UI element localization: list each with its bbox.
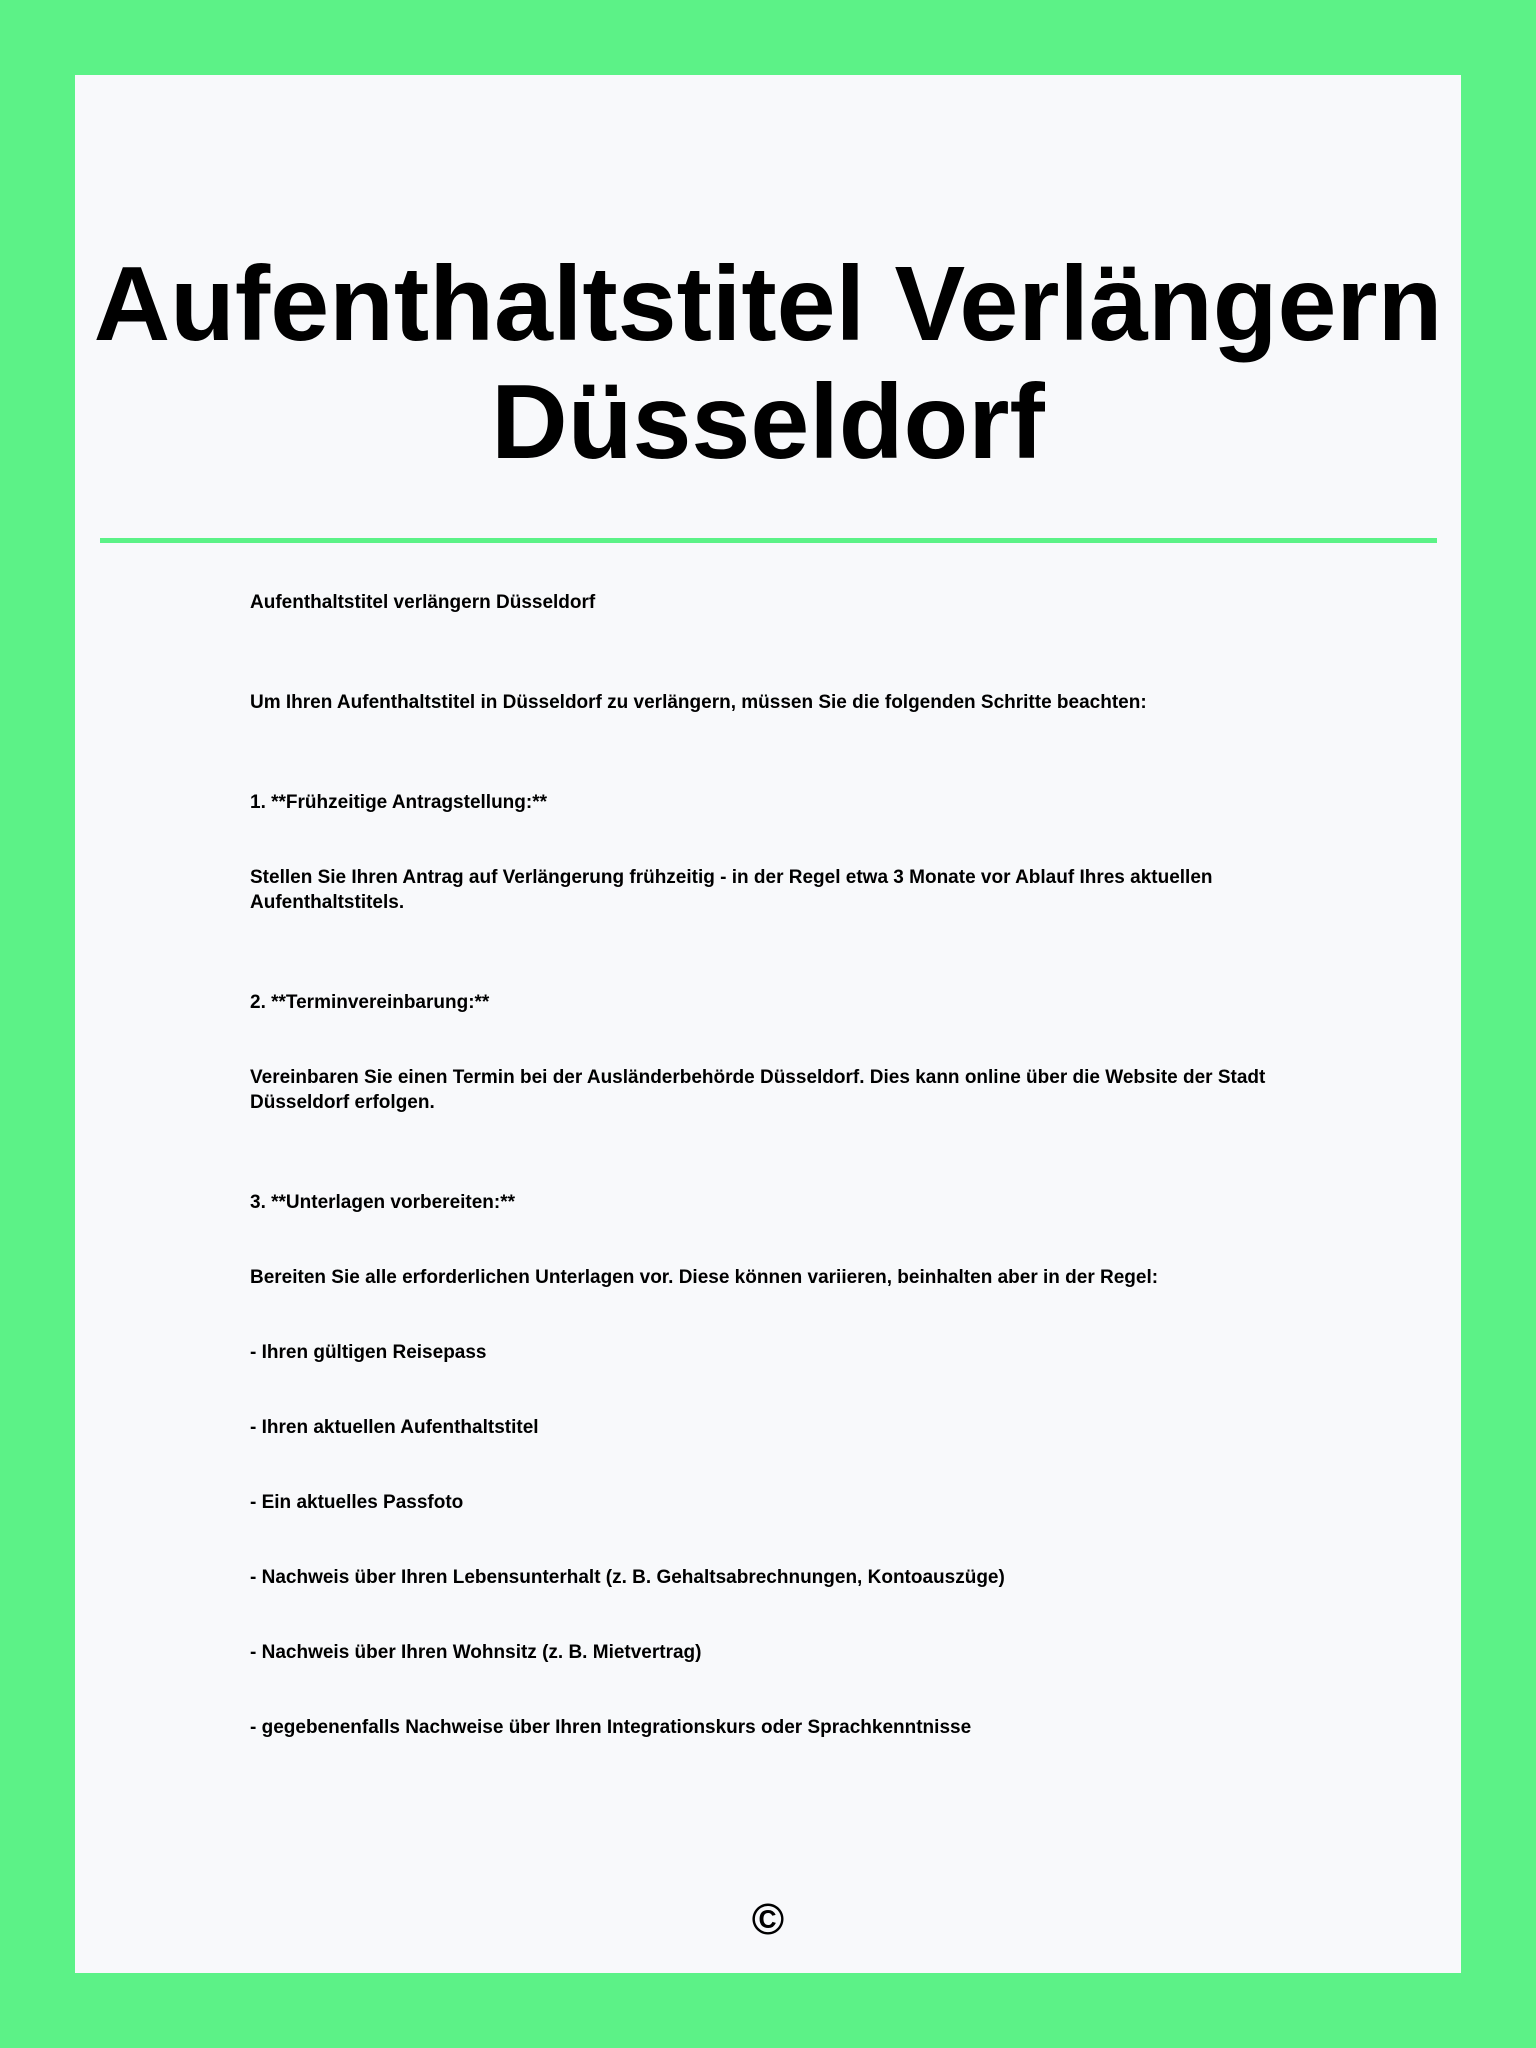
step-2-text: Vereinbaren Sie einen Termin bei der Ausländerbehörde Düsseldorf. Dies kann online über die Website der Stadt Düsseldorf erfolgen. (250, 1067, 1266, 1113)
step-1-text: Stellen Sie Ihren Antrag auf Verlängerung frühzeitig - in der Regel etwa 3 Monate vor Ablauf Ihres aktuellen Aufenthaltstitels. (250, 867, 1213, 913)
intro-heading: Aufenthaltstitel verlängern Düsseldorf (250, 592, 596, 613)
step-3-heading: 3. **Unterlagen vorbereiten:** (250, 1192, 516, 1213)
document-list-item: - Nachweis über Ihren Lebensunterhalt (z. B. Gehaltsabrechnungen, Kontoauszüge) (250, 1567, 1005, 1588)
step-1-heading: 1. **Frühzeitige Antragstellung:** (250, 792, 547, 813)
step-3-text: Bereiten Sie alle erforderlichen Unterlagen vor. Diese können variieren, beinhalten aber in der Regel: (250, 1267, 1159, 1288)
document-list-item: - Ein aktuelles Passfoto (250, 1492, 464, 1513)
copyright-icon: © (751, 1895, 785, 1944)
page-title: Aufenthaltstitel Verlängern Düsseldorf (93, 245, 1443, 481)
document-card (75, 75, 1461, 1973)
document-list-item: - Ihren aktuellen Aufenthaltstitel (250, 1417, 539, 1438)
document-list-item: - Nachweis über Ihren Wohnsitz (z. B. Mietvertrag) (250, 1642, 702, 1663)
document-list-item: - Ihren gültigen Reisepass (250, 1342, 487, 1363)
document-list-item: - gegebenenfalls Nachweise über Ihren Integrationskurs oder Sprachkenntnisse (250, 1717, 972, 1738)
title-divider (100, 538, 1437, 543)
intro-paragraph: Um Ihren Aufenthaltstitel in Düsseldorf zu verlängern, müssen Sie die folgenden Schritte beachten: (250, 692, 1147, 713)
step-2-heading: 2. **Terminvereinbarung:** (250, 992, 490, 1013)
